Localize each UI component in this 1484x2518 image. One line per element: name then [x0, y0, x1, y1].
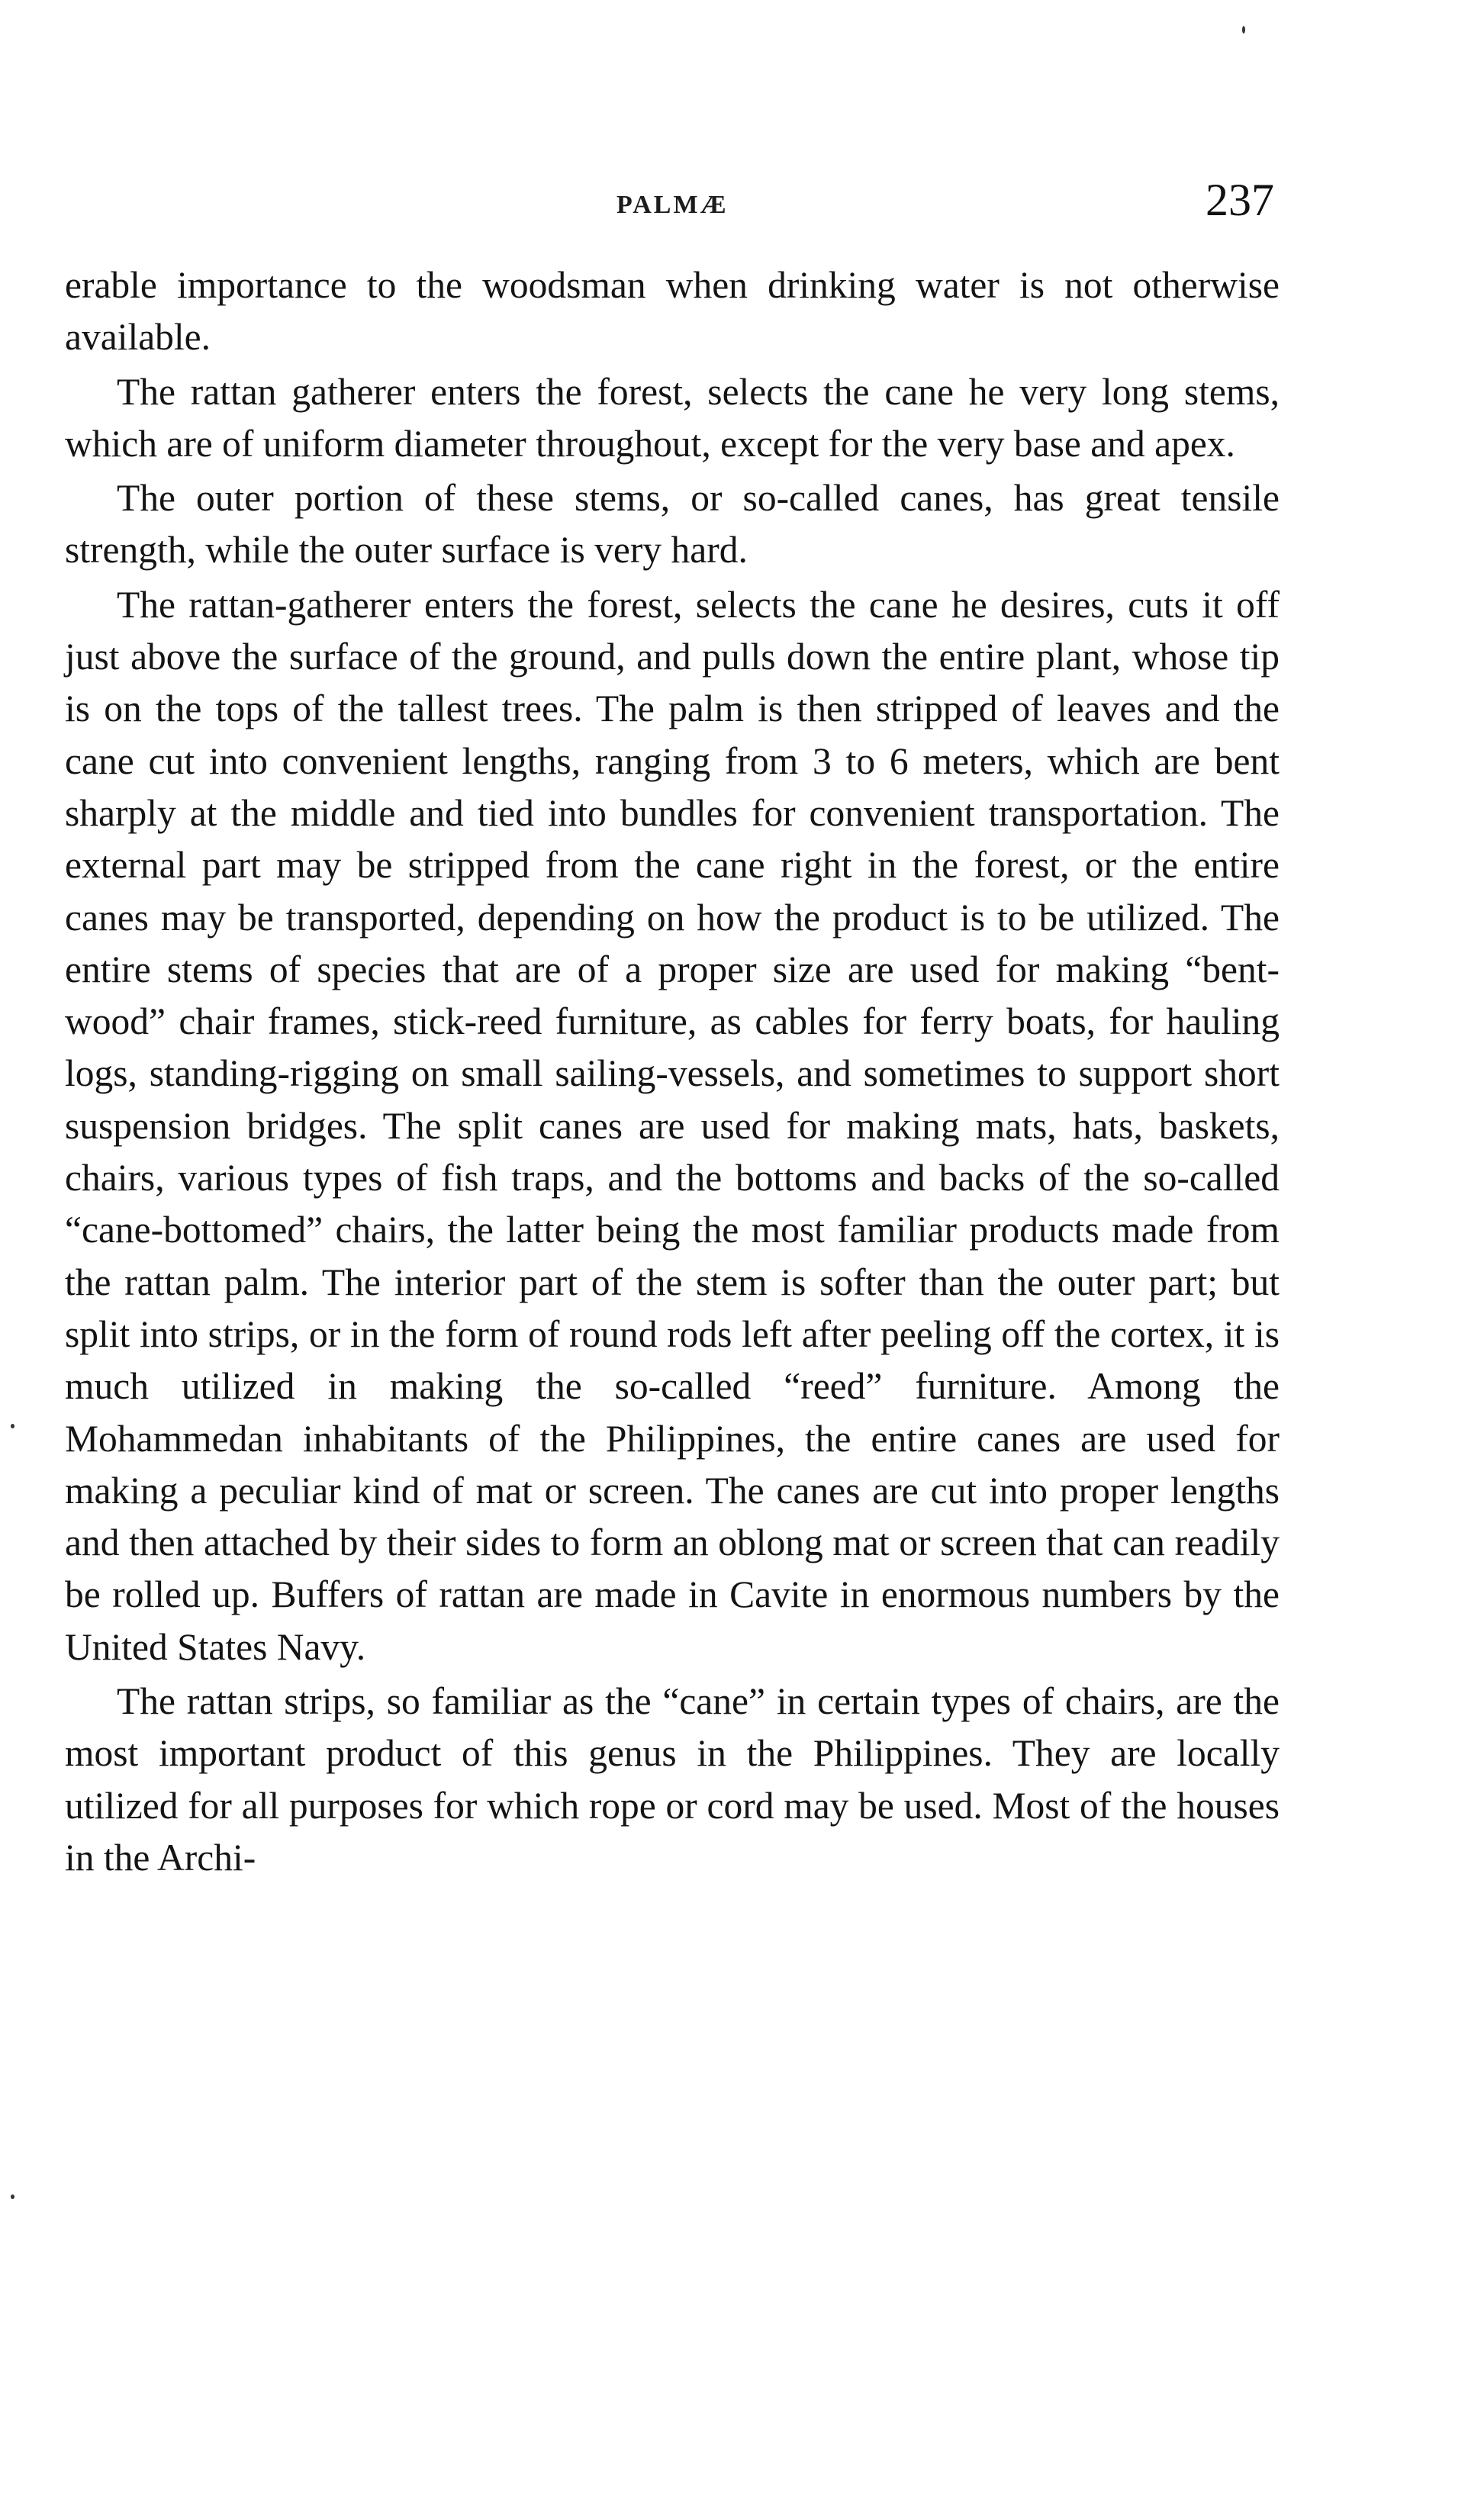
page-header	[69, 174, 1274, 227]
paragraph-2: The rattan gatherer enters the forest, selects the cane he very long stems, which are of uniform diameter throughout, except for the very base and apex.	[65, 370, 1280, 465]
scan-speck-left-middle	[11, 1424, 14, 1428]
scan-speck-left-lower	[11, 2194, 14, 2199]
body-text	[65, 259, 1280, 1884]
scan-speck-top-right	[1242, 26, 1245, 34]
paragraph-1: erable importance to the woodsman when drinking water is not otherwise available.	[65, 264, 1280, 359]
running-head: PALMÆ	[616, 191, 729, 219]
paragraph-4: The rattan-gatherer enters the forest, selects the cane he desires, cuts it off just above the surface of the ground, and pulls down the entire plant, whose tip is on the tops of the tallest trees. The palm is then stripped of leaves and the cane cut into convenient lengths, ranging from 3 to 6 meters, which are bent sharply at the middle and tied into bundles for convenient transportation. The external part may be stripped from the cane right in the forest, or the entire canes may be transported, depending on how the product is to be utilized. The entire stems of species that are of a proper size are used for making “bent-wood” chair frames, stick-reed furniture, as cables for ferry boats, for hauling logs, standing-rigging on small sailing-vessels, and sometimes to support short suspension bridges. The split canes are used for making mats, hats, baskets, chairs, various types of fish traps, and the bottoms and backs of the so-called “cane-bottomed” chairs, the latter being the most familiar products made from the rattan palm. The interior part of the stem is softer than the outer part; but split into strips, or in the form of round rods left after peeling off the cortex, it is much utilized in making the so-called “reed” furniture. Among the Mohammedan inhabitants of the Philippines, the entire canes are used for making a peculiar kind of mat or screen. The canes are cut into proper lengths and then attached by their sides to form an oblong mat or screen that can readily be rolled up. Buffers of rattan are made in Cavite in enormous numbers by the United States Navy.	[65, 583, 1280, 1668]
page-number: 237	[1206, 175, 1274, 225]
paragraph-3: The outer portion of these stems, or so-called canes, has great tensile strength, while the outer surface is very hard.	[65, 477, 1280, 572]
paragraph-5: The rattan strips, so familiar as the “cane” in certain types of chairs, are the most important product of this genus in the Philippines. They are locally utilized for all purposes for which rope or cord may be used. Most of the houses in the Archi-	[65, 1680, 1280, 1879]
